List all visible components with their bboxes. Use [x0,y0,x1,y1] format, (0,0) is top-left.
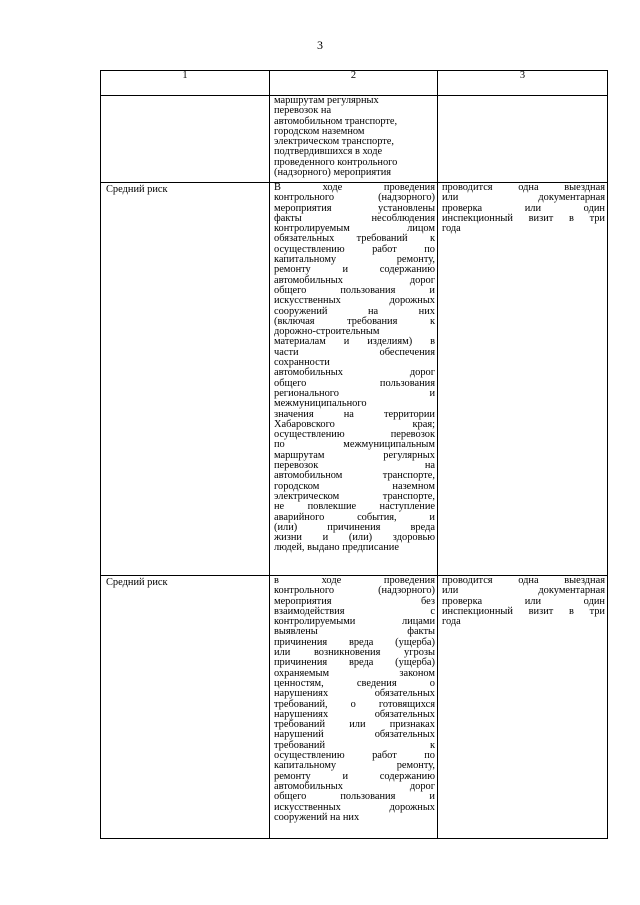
text-line: В ходе проведения [274,182,435,193]
text-line: обязательных требований к [274,233,435,245]
text-line: года [442,223,461,235]
text-line: причинения вреда (ущерба) [274,657,435,669]
text-line: проводится одна выездная [442,575,605,586]
text-line: факты несоблюдения [274,212,435,224]
text-line: или документарная [442,192,605,204]
frequency-cell [438,576,608,839]
frequency-cell [438,183,608,576]
text-line: искусственных дорожных [274,801,435,813]
text-line: подтвердившихся в ходе [274,146,383,158]
risk-category-cell [101,183,270,576]
text-line: мероприятия без [274,595,435,607]
risk-category-cell [101,576,270,839]
text-line: ценностям, сведения о [274,677,435,689]
text-line: осуществлению работ по [274,750,435,762]
text-line: не повлекшие наступление [274,501,435,513]
text-line: взаимодействия с [274,605,435,617]
text-line: нарушениях обязательных [274,708,435,720]
text-line: или документарная [442,585,605,597]
text-line: мероприятия установлены [274,202,435,214]
criteria-cell [270,183,438,576]
text-line: городском наземном [274,480,435,492]
text-line: (или) причинения вреда [274,521,435,533]
continued-row-col1 [101,96,270,183]
text-line: требований к [274,739,435,751]
text-line: общего пользования и [274,791,435,803]
text-line: Хабаровского края; [274,418,435,430]
risk-table [100,70,608,839]
column-header-2: 2 [270,71,438,96]
text-line: электрическом транспорте, [274,136,395,148]
risk-category-label: Средний риск [106,577,168,588]
text-line: (включая требования к [274,315,435,327]
text-line: автомобильном транспорте, [274,115,398,127]
risk-category-label: Средний риск [106,184,168,195]
text-line: контрольного (надзорного) [274,192,435,204]
text-line: сооружений на них [274,305,435,317]
text-line: инспекционный визит в три [442,212,605,224]
text-line: жизни и (или) здоровью [274,532,435,544]
text-line: (надзорного) мероприятия [274,167,392,179]
text-line: по межмуниципальным [274,439,435,451]
text-line: капитальному ремонту, [274,254,435,266]
text-line: маршрутам регулярных [274,95,379,106]
text-line: искусственных дорожных [274,295,435,307]
text-line: нарушениях обязательных [274,688,435,700]
text-line: проверка или один [442,595,605,607]
text-line: регионального и [274,387,435,399]
continued-row-col3 [438,96,608,183]
criteria-text [270,183,437,554]
text-line: ремонту и содержанию [274,770,435,782]
text-line: автомобильных дорог [274,367,435,379]
text-line: капитальному ремонту, [274,760,435,772]
text-line: года [442,616,461,628]
text-line: части обеспечения [274,346,435,358]
text-line: контролируемыми лицами [274,616,435,628]
text-line: ремонту и содержанию [274,264,435,276]
criteria-cell [270,576,438,839]
table-row [101,183,608,576]
criteria-text [270,576,437,823]
text-line: осуществлению перевозок [274,429,435,441]
continued-row-text [270,96,437,178]
text-line: перевозок на [274,105,332,117]
text-line: автомобильных дорог [274,274,435,286]
text-line: городском наземном [274,125,365,137]
text-line: проводится одна выездная [442,182,605,193]
text-line: межмуниципального [274,398,367,410]
text-line: контрольного (надзорного) [274,585,435,597]
text-line: материалам и изделиям) в [274,336,435,348]
text-line: требований или признаках [274,719,435,731]
text-line: электрическом транспорте, [274,490,435,502]
text-line: в ходе проведения [274,575,435,586]
text-line: значения на территории [274,408,435,420]
frequency-text [438,576,607,627]
text-line: сооружений на них [274,811,360,823]
text-line: автомобильных дорог [274,780,435,792]
text-line: нарушений обязательных [274,729,435,741]
column-header-1: 1 [101,71,270,96]
table-row [101,576,608,839]
text-line: сохранности [274,357,330,369]
text-line: инспекционный визит в три [442,605,605,617]
text-line: общего пользования и [274,284,435,296]
text-line: проведенного контрольного [274,156,398,168]
text-line: проверка или один [442,202,605,214]
page-number: 3 [317,38,323,52]
text-line: автомобильном транспорте, [274,470,435,482]
column-header-3: 3 [438,71,608,96]
text-line: или возникновения угрозы [274,647,435,659]
continued-row [101,96,608,183]
text-line: дорожно-строительным [274,326,380,338]
text-line: общего пользования [274,377,435,389]
text-line: контролируемым лицом [274,223,435,235]
text-line: охраняемым законом [274,667,435,679]
table-header-row [101,71,608,96]
continued-row-col2 [270,96,438,183]
text-line: выявлены факты [274,626,435,638]
text-line: причинения вреда (ущерба) [274,636,435,648]
text-line: аварийного события, и [274,511,435,523]
text-line: осуществлению работ по [274,243,435,255]
text-line: требований, о готовящихся [274,698,435,710]
frequency-text [438,183,607,234]
text-line: перевозок на [274,460,435,472]
text-line: маршрутам регулярных [274,449,435,461]
text-line: людей, выдано предписание [274,542,399,554]
